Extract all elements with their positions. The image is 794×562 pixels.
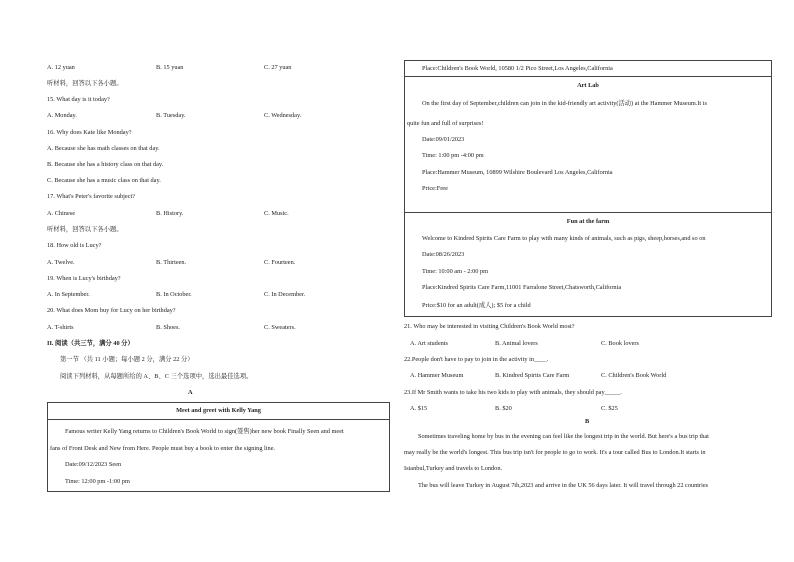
q17-option-c: C. Music. xyxy=(264,210,289,217)
q22-option-b: B. Kindred Spirits Care Farm xyxy=(495,372,570,379)
question-16: 16. Why does Kate like Monday? xyxy=(47,129,132,136)
art-lab-divider xyxy=(404,76,772,77)
kelly-yang-date: Date:09/12/2023 Seen xyxy=(65,461,122,468)
event-title-divider xyxy=(47,419,390,420)
q23-option-a: A. $15 xyxy=(410,405,428,412)
q22-option-c: C. Children's Book World xyxy=(601,372,667,379)
q17-option-b: B. History. xyxy=(156,210,184,217)
q23-option-b: B. $20 xyxy=(495,405,512,412)
q15-option-c: C. Wednesday. xyxy=(264,112,302,119)
q19-option-c: C. In December. xyxy=(264,291,306,298)
question-20: 20. What does Mom buy for Lucy on her birthday? xyxy=(47,307,176,314)
farm-date: Date:08/26/2023 xyxy=(422,251,465,258)
art-lab-line-1: On the first day of September,children can join in the kid-friendly art activity(活动) at the Hammer Museum.It is xyxy=(422,100,707,107)
art-lab-line-2: quite fun and full of surprises! xyxy=(407,120,484,127)
passage-b-line-2: may really be the world's longest. This bus trip isn't for people to go to work. It's a tour called Bus to London.It starts in xyxy=(404,449,706,456)
q20-option-b: B. Shoes. xyxy=(156,324,180,331)
q14-option-b: B. 15 yuan xyxy=(156,64,184,71)
q21-option-b: B. Animal lovers xyxy=(495,340,538,347)
q23-option-c: C. $25 xyxy=(601,405,618,412)
question-22: 22.People don't have to pay to join in the activity in____. xyxy=(404,356,549,363)
q20-option-a: A. T-shirts xyxy=(47,324,74,331)
farm-line-1: Welcome to Kindred Spirits Care Farm to play with many kinds of animals, such as pigs, sheep,horses,and so on xyxy=(422,235,706,242)
q15-option-b: B. Tuesday. xyxy=(156,112,186,119)
q16-option-c: C. Because she has a music class on that day. xyxy=(47,177,161,184)
part-title: 第一节 （共 11 小题；每小题 2 分，满分 22 分） xyxy=(60,356,194,363)
farm-divider xyxy=(404,212,772,213)
passage-b-line-1: Sometimes traveling home by bus in the evening can feel like the longest trip in the world. But here's a bus trip that xyxy=(418,433,709,440)
q16-option-a: A. Because she has math classes on that day. xyxy=(47,145,160,152)
listening-instruction-18-20: 听材料，回答以下各小题。 xyxy=(47,226,123,233)
event-box-continued xyxy=(404,60,772,317)
q17-option-a: A. Chinese xyxy=(47,210,75,217)
q22-option-a: A. Hammer Museum xyxy=(410,372,464,379)
question-19: 19. When is Lucy's birthday? xyxy=(47,275,121,282)
kelly-yang-line-2: fans of Front Desk and New from Here. People must buy a book to enter the signing line. xyxy=(50,445,276,452)
q15-option-a: A. Monday. xyxy=(47,112,77,119)
passage-b-line-3: Istanbul,Turkey and travels to London. xyxy=(404,465,503,472)
art-lab-price: Price:Free xyxy=(422,185,448,192)
q19-option-b: B. In October. xyxy=(156,291,192,298)
farm-price: Price:$10 for an adult(成人); $5 for a child xyxy=(422,302,531,309)
farm-place: Place:Kindred Spirits Care Farm,11001 Farralone Street,Chatsworth,California xyxy=(422,284,622,291)
question-21: 21. Who may be interested in visiting Children's Book World most? xyxy=(404,323,575,330)
passage-label-b: B xyxy=(585,418,590,425)
question-17: 17. What's Peter's favorite subject? xyxy=(47,193,136,200)
q21-option-a: A. Art students xyxy=(410,340,448,347)
q20-option-c: C. Sweaters. xyxy=(264,324,296,331)
art-lab-time: Time: 1:00 pm -4:00 pm xyxy=(422,152,484,159)
question-18: 18. How old is Lucy? xyxy=(47,242,102,249)
kelly-yang-place: Place:Children's Book World, 10580 1/2 Pico Street,Los Angeles,California xyxy=(422,65,613,72)
art-lab-place: Place:Hammer Museum, 10899 Wilshire Boulevard Los Angeles,California xyxy=(422,169,613,176)
q14-option-a: A. 12 yuan xyxy=(47,64,75,71)
q18-option-c: C. Fourteen. xyxy=(264,259,296,266)
q19-option-a: A. In September. xyxy=(47,291,90,298)
q14-option-c: C. 27 yuan xyxy=(264,64,292,71)
q18-option-b: B. Thirteen. xyxy=(156,259,187,266)
farm-time: Time: 10:00 am - 2:00 pm xyxy=(422,268,489,275)
event-title-kelly-yang: Meet and greet with Kelly Yang xyxy=(176,407,261,414)
listening-instruction-15-16: 听材料，回答以下各小题。 xyxy=(47,80,123,87)
passage-b-line-4: The bus will leave Turkey in August 7th,2023 and arrive in the UK 56 days later. It will travel through 22 countries xyxy=(418,482,709,489)
event-title-art-lab: Art Lab xyxy=(577,82,599,89)
q18-option-a: A. Twelve. xyxy=(47,259,75,266)
kelly-yang-line-1: Famous writer Kelly Yang returns to Children's Book World to sign(签售)her new book Finally Seen and meet xyxy=(65,428,344,435)
q16-option-b: B. Because she has a history class on that day. xyxy=(47,161,164,168)
section-title: II. 阅读（共三节，满分 40 分） xyxy=(47,340,134,347)
event-title-farm: Fun at the farm xyxy=(566,218,610,225)
question-23: 23.If Mr Smith wants to take his two kids to play with animals, they should pay_____. xyxy=(404,389,622,396)
kelly-yang-time: Time: 12:00 pm -1:00 pm xyxy=(65,478,130,485)
reading-instruction: 阅读下列材料，从每题所给的 A、B、C 三个选项中，选出最佳选项。 xyxy=(60,373,253,380)
art-lab-date: Date:09/01/2023 xyxy=(422,136,465,143)
question-15: 15. What day is it today? xyxy=(47,96,110,103)
q21-option-c: C. Book lovers xyxy=(601,340,639,347)
passage-label-a: A xyxy=(188,389,193,396)
